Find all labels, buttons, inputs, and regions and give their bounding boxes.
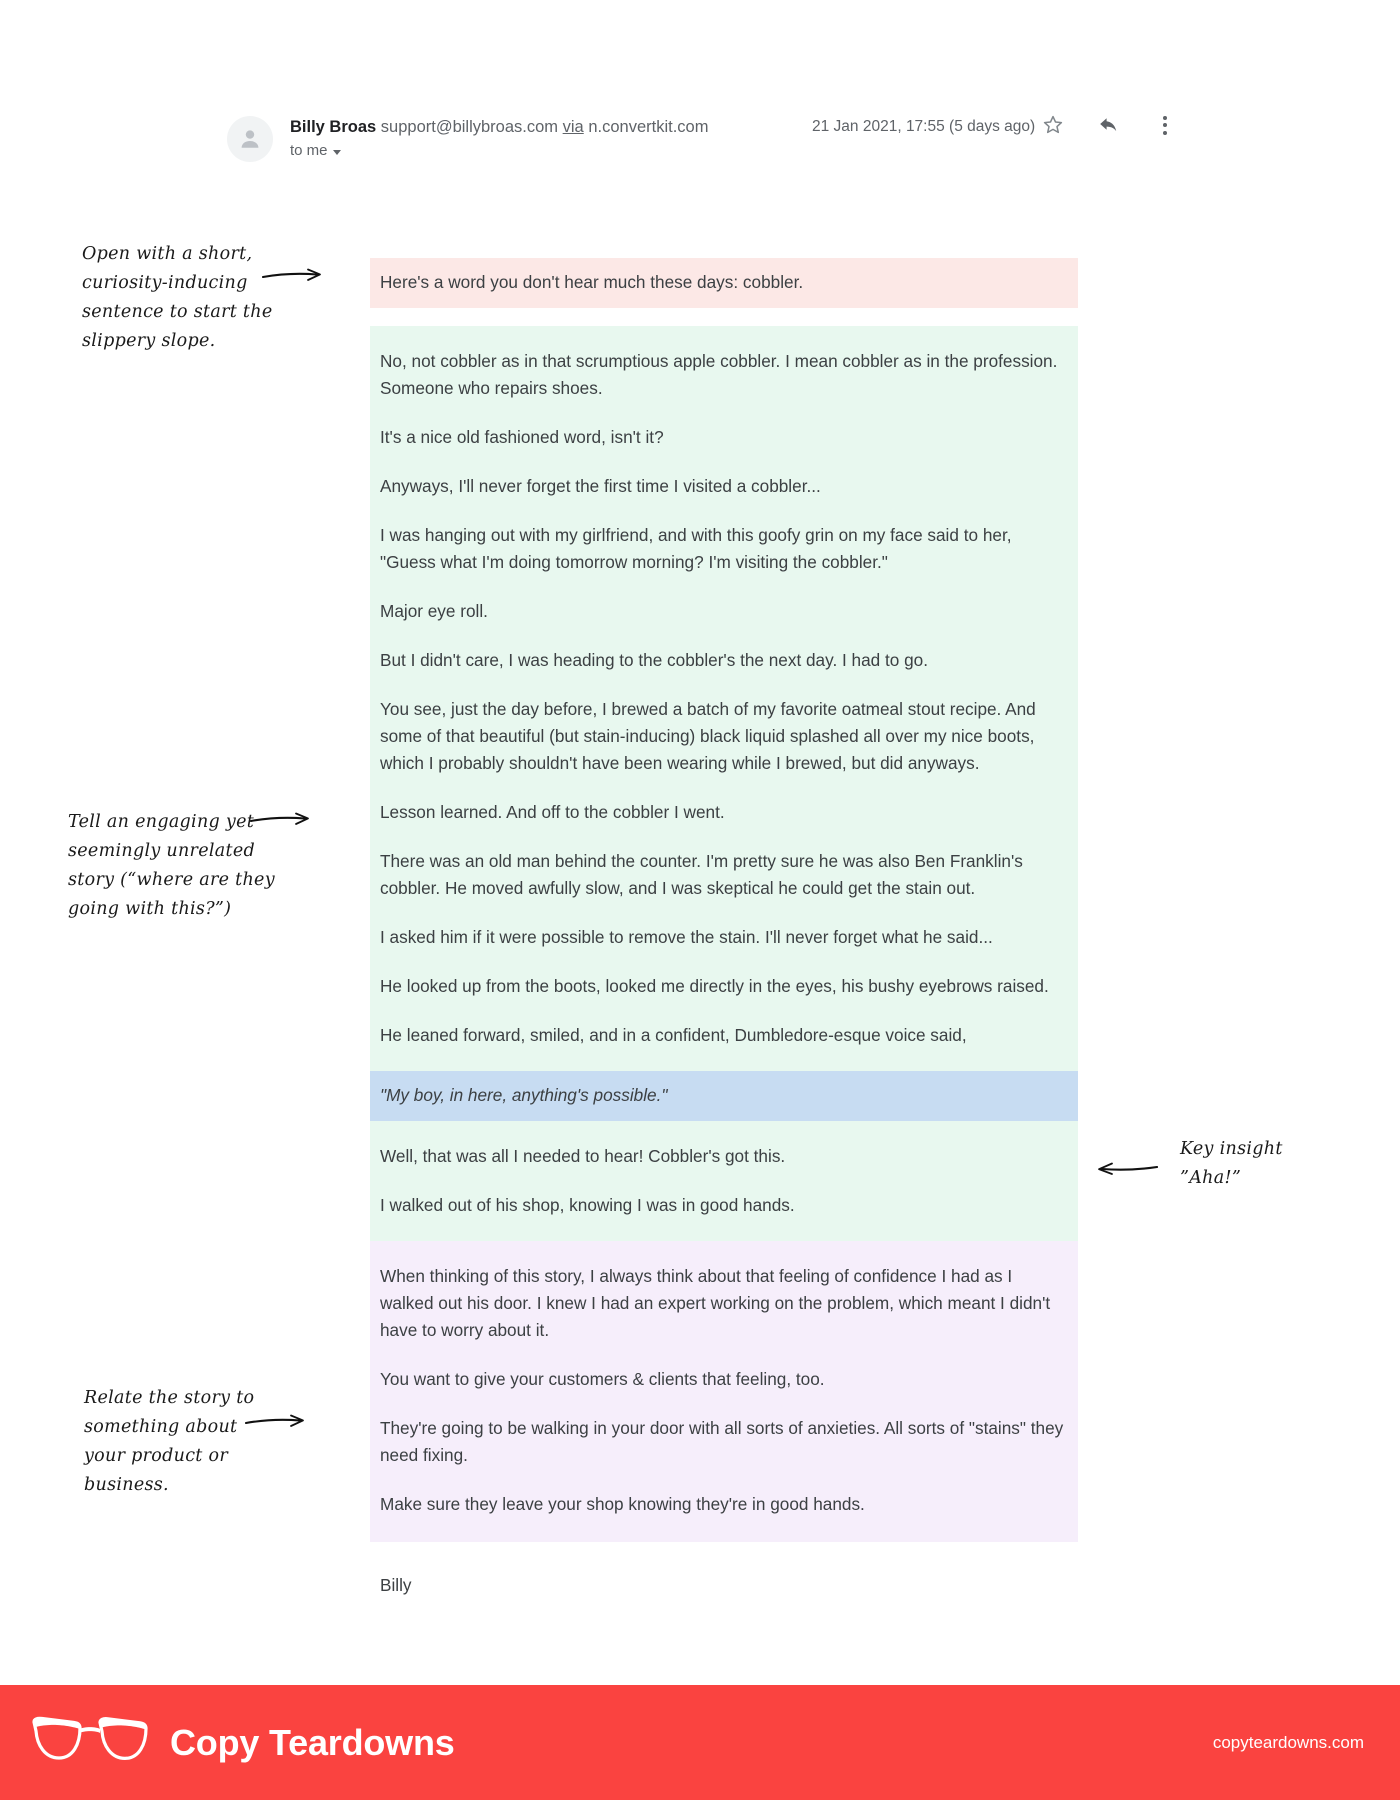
annotation-arrow-left bbox=[1096, 1160, 1158, 1176]
avatar-person-icon bbox=[236, 125, 264, 153]
story-paragraph: But I didn't care, I was heading to the cobbler's the next day. I had to go. bbox=[380, 650, 928, 670]
annotation-opening: Open with a short, curiosity-inducing sentence to start the slippery slope. bbox=[82, 244, 273, 351]
footer-bar bbox=[0, 1685, 1400, 1800]
annotation-product-relation: Relate the story to something about your product or business. bbox=[84, 1388, 255, 1495]
story-paragraph: It's a nice old fashioned word, isn't it? bbox=[380, 427, 664, 447]
email-header bbox=[0, 0, 1400, 180]
lesson-paragraph: They're going to be walking in your door with all sorts of anxieties. All sorts of "stains" they need fixing. bbox=[380, 1418, 1064, 1465]
story-paragraph: I was hanging out with my girlfriend, and with this goofy grin on my face said to her, "Guess what I'm doing tomorrow morning? I'm visiting the cobbler." bbox=[380, 525, 1012, 572]
spacer bbox=[370, 308, 1078, 326]
annotation-arrow-right bbox=[250, 812, 312, 828]
annotation-story: Tell an engaging yet seemingly unrelated story (“where are they going with this?”) bbox=[68, 812, 275, 919]
annotation-arrow-right bbox=[262, 268, 324, 284]
story-paragraph: Major eye roll. bbox=[380, 601, 488, 621]
email-body bbox=[370, 258, 1078, 1599]
kebab-dots bbox=[1163, 116, 1167, 135]
story-paragraph: He looked up from the boots, looked me directly in the eyes, his bushy eyebrows raised. bbox=[380, 976, 1049, 996]
email-actions bbox=[1040, 112, 1178, 138]
story-paragraph: Well, that was all I needed to hear! Cobbler's got this. bbox=[380, 1146, 786, 1166]
story-paragraph: No, not cobbler as in that scrumptious apple cobbler. I mean cobbler as in the profession. Someone who repairs shoes. bbox=[380, 351, 1058, 398]
recipient-label: to me bbox=[290, 142, 328, 159]
glasses-icon bbox=[30, 1712, 150, 1774]
chevron-down-icon[interactable] bbox=[333, 150, 341, 155]
key-insight-quote: "My boy, in here, anything's possible." bbox=[380, 1085, 668, 1105]
reply-icon[interactable] bbox=[1096, 112, 1122, 138]
via-domain: n.convertkit.com bbox=[588, 118, 709, 136]
brand-name: Copy Teardowns bbox=[170, 1721, 455, 1763]
story-paragraph: You see, just the day before, I brewed a batch of my favorite oatmeal stout recipe. And some of that beautiful (but stain-inducing) black liquid splashed all over my nice boots, which I probably shouldn't have been wearing while I brewed, but did anyways. bbox=[380, 699, 1036, 773]
lesson-highlight-block bbox=[370, 1241, 1078, 1542]
lesson-paragraph: You want to give your customers & clients that feeling, too. bbox=[380, 1369, 825, 1389]
sender-name[interactable]: Billy Broas bbox=[290, 118, 377, 136]
story-highlight-block bbox=[370, 326, 1078, 1241]
story-paragraph: I walked out of his shop, knowing I was in good hands. bbox=[380, 1195, 795, 1215]
more-options-icon[interactable] bbox=[1152, 112, 1178, 138]
star-icon[interactable] bbox=[1040, 112, 1066, 138]
lesson-paragraph: When thinking of this story, I always think about that feeling of confidence I had as I walked out his door. I knew I had an expert working on the problem, which meant I didn't have to worry about it. bbox=[380, 1266, 1051, 1340]
story-paragraph: Anyways, I'll never forget the first time I visited a cobbler... bbox=[380, 476, 821, 496]
opener-highlight-block bbox=[370, 258, 1078, 308]
story-paragraph: Lesson learned. And off to the cobbler I went. bbox=[380, 802, 725, 822]
story-paragraph: There was an old man behind the counter. I'm pretty sure he was also Ben Franklin's cobbler. He moved awfully slow, and I was skeptical he could get the stain out. bbox=[380, 851, 1023, 898]
lesson-paragraph: Make sure they leave your shop knowing they're in good hands. bbox=[380, 1494, 865, 1514]
annotation-key-insight: Key insight ”Aha!” bbox=[1180, 1139, 1283, 1188]
email-signoff: Billy bbox=[380, 1575, 412, 1595]
avatar bbox=[227, 116, 273, 162]
recipient-line[interactable] bbox=[290, 142, 341, 159]
story-paragraph: I asked him if it were possible to remove the stain. I'll never forget what he said... bbox=[380, 927, 993, 947]
via-label[interactable]: via bbox=[562, 118, 584, 136]
sender-line bbox=[290, 117, 708, 137]
annotation-arrow-right bbox=[245, 1414, 307, 1430]
email-timestamp: 21 Jan 2021, 17:55 (5 days ago) bbox=[812, 118, 1036, 135]
sender-email[interactable]: support@billybroas.com bbox=[380, 118, 559, 136]
footer-url[interactable]: copyteardowns.com bbox=[1212, 1732, 1364, 1752]
story-paragraph: He leaned forward, smiled, and in a confident, Dumbledore-esque voice said, bbox=[380, 1025, 967, 1045]
opener-text: Here's a word you don't hear much these days: cobbler. bbox=[380, 272, 804, 292]
key-insight-quote-block bbox=[370, 1071, 1078, 1121]
